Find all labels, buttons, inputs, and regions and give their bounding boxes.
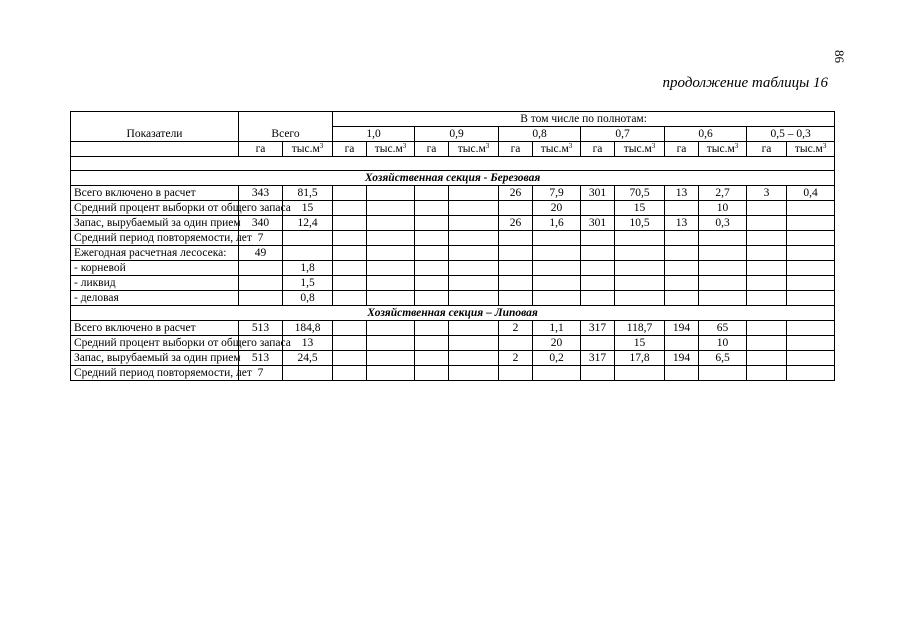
table-cell — [367, 201, 415, 216]
table-cell — [367, 246, 415, 261]
table-cell — [787, 336, 835, 351]
table-row — [71, 186, 835, 201]
table-cell: 7,9 — [533, 186, 581, 201]
table-cell — [499, 261, 533, 276]
header-row-1 — [71, 112, 835, 127]
table-cell — [449, 291, 499, 306]
unit-volume-superscript: 3 — [485, 142, 490, 150]
table-cell — [747, 336, 787, 351]
unit-volume-text: тыс.м — [291, 143, 320, 155]
table-cell — [239, 261, 283, 276]
unit-volume-text: тыс.м — [457, 143, 486, 155]
table-cell: 70,5 — [615, 186, 665, 201]
table-cell — [665, 201, 699, 216]
table-cell — [747, 321, 787, 336]
table-cell — [367, 351, 415, 366]
row-label: Ежегодная расчетная лесосека: — [71, 246, 239, 261]
table-cell — [747, 351, 787, 366]
unit-volume-text: тыс.м — [540, 143, 569, 155]
table-cell — [581, 246, 615, 261]
table-row — [71, 336, 835, 351]
section-header-row — [71, 171, 835, 186]
table-cell — [581, 336, 615, 351]
table-cell — [699, 231, 747, 246]
header-density: 1,0 — [333, 127, 415, 142]
table-cell — [615, 261, 665, 276]
table-cell — [415, 231, 449, 246]
table-cell: 20 — [533, 201, 581, 216]
unit-ha: га — [415, 142, 449, 157]
unit-volume — [699, 142, 747, 157]
table-cell: 184,8 — [283, 321, 333, 336]
table-cell — [581, 261, 615, 276]
header-indicators: Показатели — [71, 112, 239, 142]
table-cell — [415, 291, 449, 306]
unit-volume-superscript: 3 — [319, 142, 324, 150]
table-row — [71, 246, 835, 261]
table-cell: 0,4 — [787, 186, 835, 201]
table-cell — [747, 276, 787, 291]
table-cell: 513 — [239, 351, 283, 366]
table-cell — [581, 201, 615, 216]
table-cell — [499, 366, 533, 381]
table-cell — [699, 246, 747, 261]
table-cell — [367, 366, 415, 381]
table-cell — [367, 291, 415, 306]
unit-volume — [533, 142, 581, 157]
table-cell — [787, 216, 835, 231]
table-cell — [283, 246, 333, 261]
table-cell — [367, 261, 415, 276]
table-cell — [367, 231, 415, 246]
table-cell: 17,8 — [615, 351, 665, 366]
table-cell — [581, 291, 615, 306]
unit-volume-superscript: 3 — [734, 142, 739, 150]
table-cell — [747, 231, 787, 246]
table-cell: 1,6 — [533, 216, 581, 231]
table-cell — [699, 261, 747, 276]
table-cell — [415, 216, 449, 231]
page-number: 86 — [832, 50, 847, 63]
table-cell — [415, 336, 449, 351]
table-cell — [581, 366, 615, 381]
table-cell — [333, 366, 367, 381]
table-cell — [449, 231, 499, 246]
unit-volume-text: тыс.м — [374, 143, 403, 155]
table-cell — [747, 261, 787, 276]
table-cell — [367, 276, 415, 291]
table-cell — [367, 186, 415, 201]
header-density: 0,9 — [415, 127, 499, 142]
table-row — [71, 231, 835, 246]
table-cell — [449, 246, 499, 261]
table-cell — [665, 276, 699, 291]
table-cell: 15 — [615, 201, 665, 216]
table-cell: 15 — [615, 336, 665, 351]
table-cell — [333, 291, 367, 306]
table-cell — [615, 276, 665, 291]
table-cell — [449, 201, 499, 216]
table-cell: 0,2 — [533, 351, 581, 366]
table-cell: 12,4 — [283, 216, 333, 231]
table-cell — [665, 336, 699, 351]
table-cell — [415, 261, 449, 276]
table-row — [71, 201, 835, 216]
table-cell: 317 — [581, 321, 615, 336]
table-cell — [449, 276, 499, 291]
table-cell — [533, 366, 581, 381]
table-cell: 7 — [239, 366, 283, 381]
table-cell: 340 — [239, 216, 283, 231]
header-density: 0,5 – 0,3 — [747, 127, 835, 142]
table-cell — [787, 261, 835, 276]
unit-volume-text: тыс.м — [706, 143, 735, 155]
unit-volume-superscript: 3 — [568, 142, 573, 150]
table-cell — [449, 366, 499, 381]
table-cell: 118,7 — [615, 321, 665, 336]
table-cell: 0,3 — [699, 216, 747, 231]
table-cell — [699, 366, 747, 381]
table-cell — [747, 291, 787, 306]
row-label: - корневой — [71, 261, 239, 276]
blank-row — [71, 157, 835, 171]
table-cell — [239, 276, 283, 291]
table-cell — [367, 336, 415, 351]
row-label: Средний период повторяемости, лет — [71, 366, 239, 381]
section-title: Хозяйственная секция - Березовая — [71, 171, 835, 186]
unit-volume — [367, 142, 415, 157]
table-cell: 13 — [283, 336, 333, 351]
table-cell — [787, 351, 835, 366]
header-total: Всего — [239, 112, 333, 142]
table-cell — [415, 351, 449, 366]
table-cell — [787, 366, 835, 381]
table-cell: 194 — [665, 321, 699, 336]
header-density: 0,6 — [665, 127, 747, 142]
table-cell — [533, 231, 581, 246]
table-cell: 10,5 — [615, 216, 665, 231]
table-cell: 2 — [499, 321, 533, 336]
table-cell — [333, 201, 367, 216]
table-cell — [615, 291, 665, 306]
table-cell — [787, 231, 835, 246]
unit-ha: га — [665, 142, 699, 157]
table-cell: 301 — [581, 186, 615, 201]
section-title: Хозяйственная секция – Липовая — [71, 306, 835, 321]
table-cell: 343 — [239, 186, 283, 201]
table-cell: 2,7 — [699, 186, 747, 201]
row-label: Запас, вырубаемый за один прием — [71, 351, 239, 366]
table-cell — [665, 261, 699, 276]
table-cell — [449, 261, 499, 276]
table-row — [71, 351, 835, 366]
header-units-row — [71, 142, 835, 157]
table-cell — [699, 276, 747, 291]
table-row — [71, 321, 835, 336]
table-cell — [333, 231, 367, 246]
unit-volume-superscript: 3 — [822, 142, 827, 150]
table-cell — [415, 321, 449, 336]
table-cell — [333, 246, 367, 261]
table-cell: 81,5 — [283, 186, 333, 201]
table-cell — [449, 321, 499, 336]
table-cell: 3 — [747, 186, 787, 201]
table-cell — [415, 276, 449, 291]
table-cell — [747, 201, 787, 216]
table-cell — [449, 336, 499, 351]
table-cell — [283, 366, 333, 381]
table-cell — [415, 201, 449, 216]
table-cell — [449, 351, 499, 366]
table-cell — [533, 261, 581, 276]
table-cell — [333, 216, 367, 231]
table-row — [71, 216, 835, 231]
table-cell — [533, 276, 581, 291]
table-cell: 2 — [499, 351, 533, 366]
table-cell: 513 — [239, 321, 283, 336]
table-cell — [787, 276, 835, 291]
table-cell — [333, 351, 367, 366]
table-cell — [449, 216, 499, 231]
table-cell: 1,1 — [533, 321, 581, 336]
unit-volume — [449, 142, 499, 157]
table-cell — [615, 366, 665, 381]
unit-volume — [283, 142, 333, 157]
table-row — [71, 366, 835, 381]
table-cell: 13 — [665, 186, 699, 201]
table-cell — [747, 366, 787, 381]
table-caption: продолжение таблицы 16 — [662, 75, 828, 91]
unit-volume-superscript: 3 — [402, 142, 407, 150]
table-cell — [333, 186, 367, 201]
table-cell — [499, 201, 533, 216]
table-row — [71, 276, 835, 291]
table-cell — [239, 291, 283, 306]
unit-volume — [615, 142, 665, 157]
table-cell — [787, 321, 835, 336]
row-label: Средний процент выборки от общего запаса — [71, 201, 239, 216]
table-cell — [533, 291, 581, 306]
table-cell: 1,8 — [283, 261, 333, 276]
unit-volume — [787, 142, 835, 157]
table-cell — [415, 366, 449, 381]
table-cell — [415, 186, 449, 201]
table-cell — [367, 216, 415, 231]
unit-volume-text: тыс.м — [623, 143, 652, 155]
table-cell — [581, 231, 615, 246]
section-header-row — [71, 306, 835, 321]
table-cell — [449, 186, 499, 201]
row-label: - деловая — [71, 291, 239, 306]
unit-ha: га — [499, 142, 533, 157]
unit-volume-superscript: 3 — [651, 142, 656, 150]
unit-volume-text: тыс.м — [794, 143, 823, 155]
table-cell — [787, 246, 835, 261]
table-cell: 10 — [699, 201, 747, 216]
table-cell: 194 — [665, 351, 699, 366]
table-cell — [283, 231, 333, 246]
unit-ha: га — [747, 142, 787, 157]
row-label: Средний период повторяемости, лет — [71, 231, 239, 246]
table-cell: 15 — [283, 201, 333, 216]
table-cell — [581, 276, 615, 291]
table-cell: 6,5 — [699, 351, 747, 366]
table-cell: 301 — [581, 216, 615, 231]
table-cell — [333, 261, 367, 276]
unit-ha: га — [239, 142, 283, 157]
table-cell: 0,8 — [283, 291, 333, 306]
blank-cell — [71, 157, 835, 171]
unit-ha: га — [333, 142, 367, 157]
table-cell — [787, 201, 835, 216]
table-cell: 20 — [533, 336, 581, 351]
table-cell: 317 — [581, 351, 615, 366]
table-cell — [499, 276, 533, 291]
table-cell: 7 — [239, 231, 283, 246]
table-cell: 24,5 — [283, 351, 333, 366]
table-cell: 65 — [699, 321, 747, 336]
unit-ha: га — [581, 142, 615, 157]
row-label: - ликвид — [71, 276, 239, 291]
table-cell — [499, 246, 533, 261]
table-cell — [367, 321, 415, 336]
table-cell: 13 — [665, 216, 699, 231]
table-cell — [499, 336, 533, 351]
header-including: В том числе по полнотам: — [333, 112, 835, 127]
table-cell: 10 — [699, 336, 747, 351]
row-label: Средний процент выборки от общего запаса — [71, 336, 239, 351]
header-density: 0,7 — [581, 127, 665, 142]
row-label: Запас, вырубаемый за один прием — [71, 216, 239, 231]
table-cell — [747, 246, 787, 261]
table-cell — [415, 246, 449, 261]
table-cell — [333, 321, 367, 336]
forest-table — [70, 111, 835, 381]
table-cell: 26 — [499, 186, 533, 201]
table-row — [71, 291, 835, 306]
table-body — [71, 171, 835, 381]
header-density: 0,8 — [499, 127, 581, 142]
table-cell — [499, 231, 533, 246]
table-cell — [787, 291, 835, 306]
table-cell — [665, 246, 699, 261]
row-label: Всего включено в расчет — [71, 321, 239, 336]
table-cell: 49 — [239, 246, 283, 261]
table-cell — [665, 291, 699, 306]
row-label: Всего включено в расчет — [71, 186, 239, 201]
table-cell — [533, 246, 581, 261]
table-cell — [747, 216, 787, 231]
table-cell — [615, 246, 665, 261]
table-cell — [665, 231, 699, 246]
table-cell — [665, 366, 699, 381]
table-cell — [615, 231, 665, 246]
table-cell: 1,5 — [283, 276, 333, 291]
table-cell — [699, 291, 747, 306]
table-cell — [499, 291, 533, 306]
table-row — [71, 261, 835, 276]
table-cell — [333, 276, 367, 291]
table-cell — [333, 336, 367, 351]
header-units-spacer — [71, 142, 239, 157]
table-cell: 26 — [499, 216, 533, 231]
